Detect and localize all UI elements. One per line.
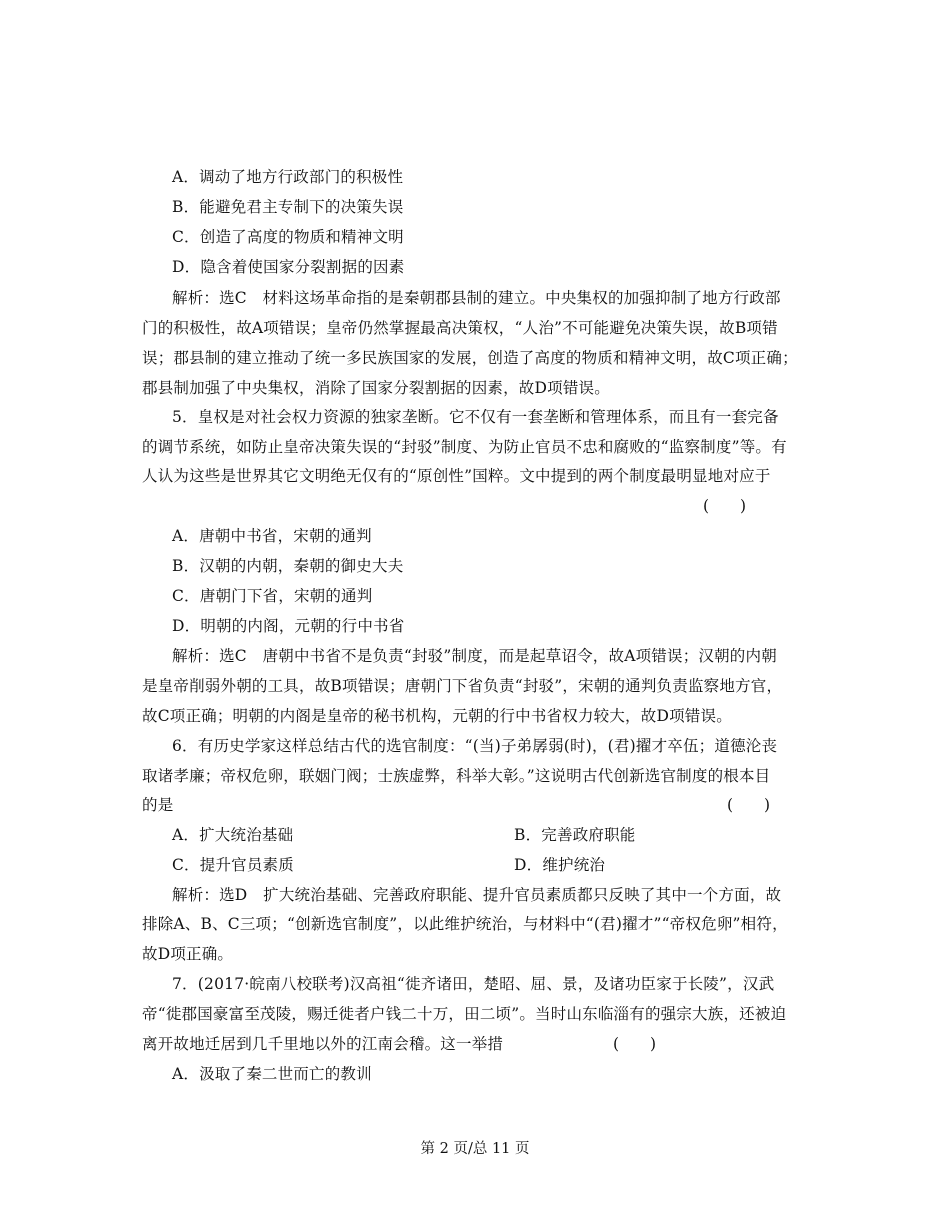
q7-stem-line: 帝“徙郡国豪富至茂陵，赐迁徙者户钱二十万，田二顷”。当时山东临淄有的强宗大族，还被迫 <box>142 1005 787 1023</box>
q6-stem-line: 的是 <box>142 796 174 814</box>
q5-analysis-line: 故C项正确；明朝的内阁是皇帝的秘书机构，元朝的行中书省权力较大，故D项错误。 <box>142 707 732 725</box>
q4-option-d: D．隐含着使国家分裂割据的因素 <box>172 258 405 276</box>
q6-option-b: B．完善政府职能 <box>514 826 636 844</box>
q4-analysis-line: 郡县制加强了中央集权，消除了国家分裂割据的因素，故D项错误。 <box>142 379 610 397</box>
q4-analysis-line: 误；郡县制的建立推动了统一多民族国家的发展，创造了高度的物质和精神文明，故C项正确； <box>142 349 798 367</box>
q6-stem-line: 6．有历史学家这样总结古代的选官制度：“(当)子弟孱弱(时)，(君)擢才卒伍；道德沦丧 <box>172 737 778 755</box>
q4-option-a: A．调动了地方行政部门的积极性 <box>172 168 404 186</box>
q5-stem-line: 的调节系统，如防止皇帝决策失误的“封驳”制度、为防止官员不忠和腐败的“监察制度”等。有 <box>142 438 787 456</box>
q7-stem-line: 离开故地迁居到几千里地以外的江南会稽。这一举措 <box>142 1035 504 1053</box>
q5-answer-bracket: ( ) <box>703 497 747 515</box>
q5-stem-line: 5．皇权是对社会权力资源的独家垄断。它不仅有一套垄断和管理体系，而且有一套完备 <box>172 408 779 426</box>
q6-stem-line: 取诸孝廉；帝权危卵，联姻门阀；士族虚弊，科举大彰。”这说明古代创新选官制度的根本目 <box>142 767 771 785</box>
q5-option-b: B．汉朝的内朝，秦朝的御史大夫 <box>172 557 404 575</box>
q7-stem-line: 7．(2017·皖南八校联考)汉高祖“徙齐诸田，楚昭、屈、景，及诸功臣家于长陵”，汉武 <box>172 975 775 993</box>
q4-analysis-line: 门的积极性，故A项错误；皇帝仍然掌握最高决策权，“人治”不可能避免决策失误，故B项错 <box>142 319 778 337</box>
q6-analysis-line: 排除A、B、C三项；“创新选官制度”，以此维护统治，与材料中“(君)擢才”“帝权危卵”相符， <box>142 915 788 933</box>
q7-answer-bracket: ( ) <box>613 1035 657 1053</box>
q6-option-c: C．提升官员素质 <box>172 856 294 874</box>
q7-option-a: A．汲取了秦二世而亡的教训 <box>172 1065 372 1083</box>
q5-option-a: A．唐朝中书省，宋朝的通判 <box>172 527 372 545</box>
q5-option-d: D．明朝的内阁，元朝的行中书省 <box>172 617 405 635</box>
q6-answer-bracket: ( ) <box>727 796 771 814</box>
q5-analysis-line: 是皇帝削弱外朝的工具，故B项错误；唐朝门下省负责“封驳”，宋朝的通判负责监察地方官， <box>142 677 783 695</box>
q6-option-a: A．扩大统治基础 <box>172 826 294 844</box>
q4-option-b: B．能避免君主专制下的决策失误 <box>172 198 404 216</box>
q5-option-c: C．唐朝门下省，宋朝的通判 <box>172 587 373 605</box>
q6-analysis-line: 解析：选D 扩大统治基础、完善政府职能、提升官员素质都只反映了其中一个方面，故 <box>172 886 782 904</box>
q4-analysis-line: 解析：选C 材料这场革命指的是秦朝郡县制的建立。中央集权的加强抑制了地方行政部 <box>172 289 781 307</box>
page-footer: 第 2 页/总 11 页 <box>420 1141 530 1157</box>
q5-stem-line: 人认为这些是世界其它文明绝无仅有的“原创性”国粹。文中提到的两个制度最明显地对应于 <box>142 467 771 485</box>
q5-analysis-line: 解析：选C 唐朝中书省不是负责“封驳”制度，而是起草诏令，故A项错误；汉朝的内朝 <box>172 647 777 665</box>
q6-option-d: D．维护统治 <box>514 856 606 874</box>
q4-option-c: C．创造了高度的物质和精神文明 <box>172 228 404 246</box>
q6-analysis-line: 故D项正确。 <box>142 945 234 963</box>
